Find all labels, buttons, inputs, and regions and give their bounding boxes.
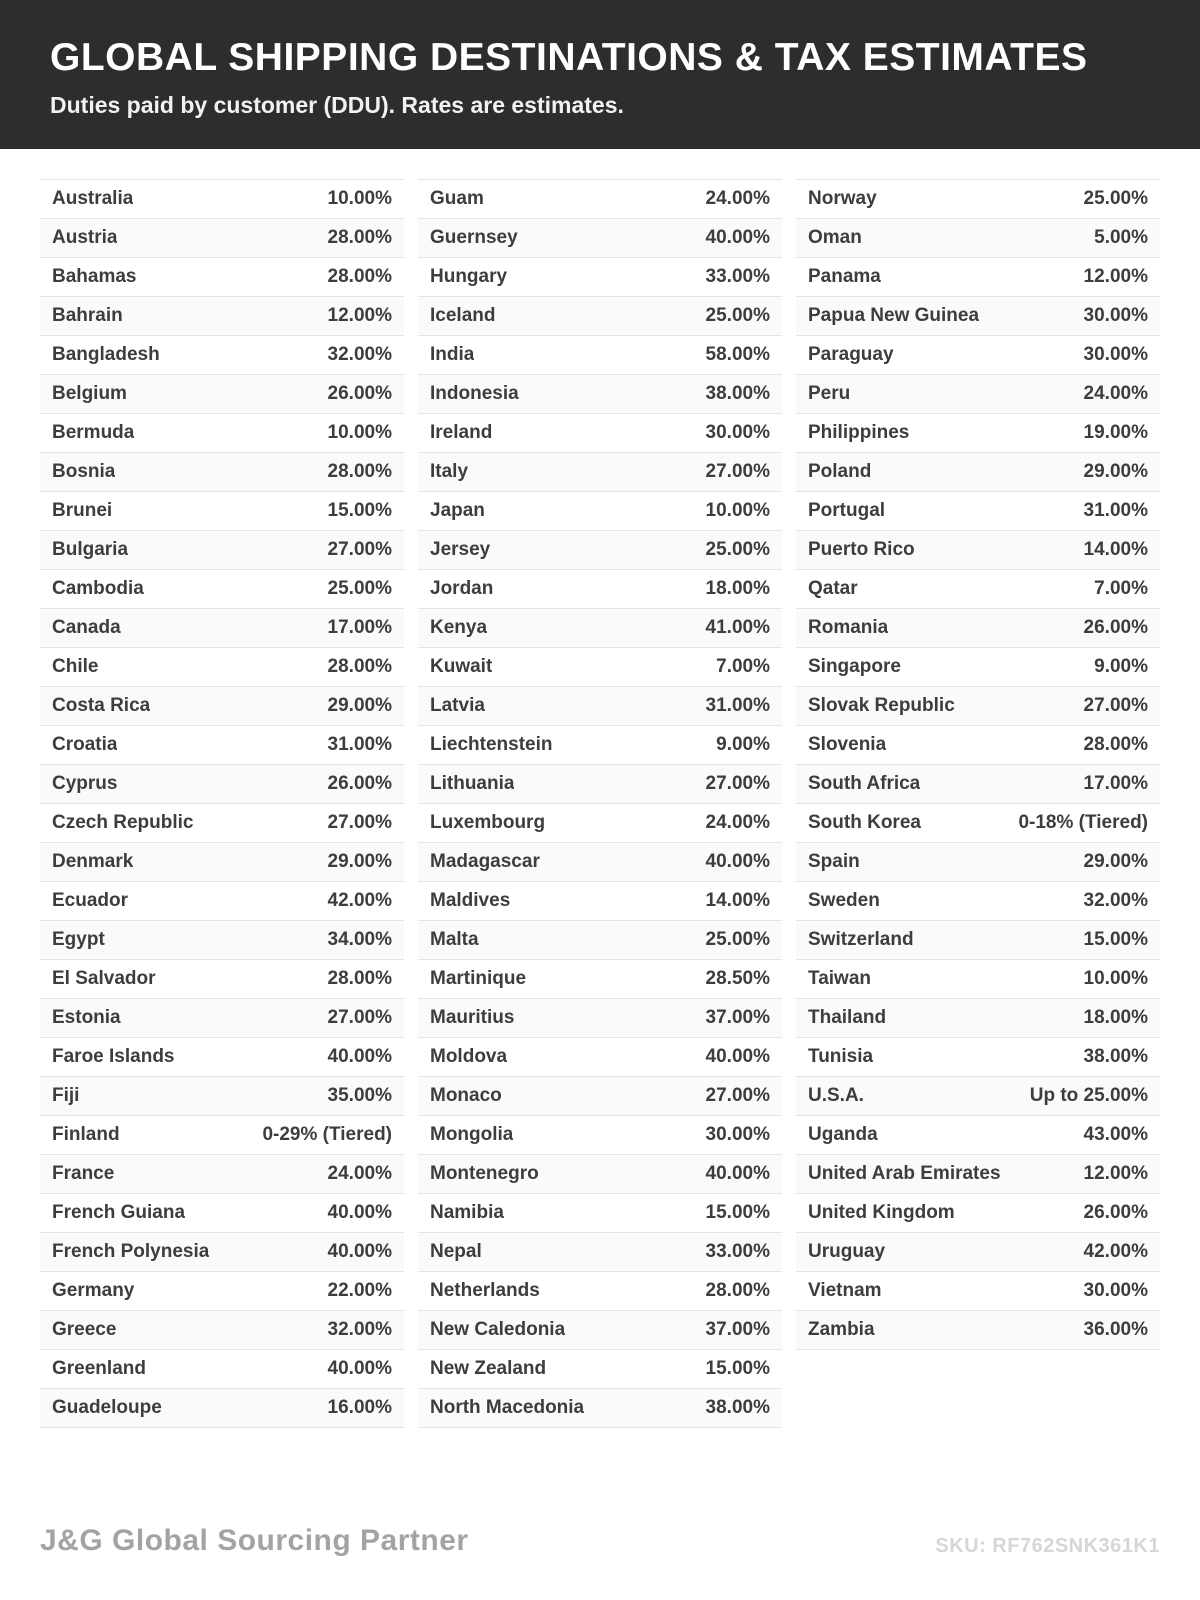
country-name: Latvia <box>430 695 485 716</box>
country-name: Uganda <box>808 1124 878 1145</box>
tax-rate: 7.00% <box>716 656 770 677</box>
country-name: Cyprus <box>52 773 118 794</box>
country-name: Hungary <box>430 266 508 287</box>
country-name: France <box>52 1163 115 1184</box>
table-row <box>418 1155 782 1194</box>
table-row <box>796 1116 1160 1155</box>
table-row <box>40 258 404 297</box>
country-name: Oman <box>808 227 862 248</box>
country-name: Cambodia <box>52 578 144 599</box>
table-row <box>418 804 782 843</box>
country-name: U.S.A. <box>808 1085 864 1106</box>
country-name: Philippines <box>808 422 910 443</box>
tax-rate: 25.00% <box>1083 188 1148 209</box>
table-row <box>418 1389 782 1428</box>
country-name: Italy <box>430 461 469 482</box>
table-row <box>418 1233 782 1272</box>
tax-rate: 32.00% <box>327 344 392 365</box>
tax-rate: 17.00% <box>1083 773 1148 794</box>
table-row <box>796 570 1160 609</box>
country-name: Portugal <box>808 500 886 521</box>
country-name: Bahrain <box>52 305 123 326</box>
table-row <box>40 843 404 882</box>
country-name: New Caledonia <box>430 1319 566 1340</box>
tax-rate: 27.00% <box>327 539 392 560</box>
tax-rate: 40.00% <box>327 1046 392 1067</box>
tax-rate: 12.00% <box>327 305 392 326</box>
country-name: Brunei <box>52 500 113 521</box>
table-row <box>796 609 1160 648</box>
tax-rate: 25.00% <box>705 305 770 326</box>
table-row <box>796 375 1160 414</box>
rate-column <box>418 179 782 1428</box>
country-name: United Kingdom <box>808 1202 955 1223</box>
table-row <box>40 414 404 453</box>
tax-rate: 25.00% <box>705 929 770 950</box>
tax-rate: 28.00% <box>327 968 392 989</box>
table-row <box>40 297 404 336</box>
tax-rate: 33.00% <box>705 1241 770 1262</box>
tax-rate: 37.00% <box>705 1319 770 1340</box>
country-name: Guadeloupe <box>52 1397 162 1418</box>
tax-rate: 32.00% <box>1083 890 1148 911</box>
country-name: Greece <box>52 1319 117 1340</box>
country-name: Panama <box>808 266 881 287</box>
country-name: Nepal <box>430 1241 482 1262</box>
country-name: Romania <box>808 617 889 638</box>
tax-rate: 9.00% <box>716 734 770 755</box>
country-name: Montenegro <box>430 1163 539 1184</box>
table-row <box>40 999 404 1038</box>
tax-rate: 28.00% <box>327 227 392 248</box>
table-row <box>418 648 782 687</box>
table-row <box>418 1350 782 1389</box>
tax-rate: 29.00% <box>327 851 392 872</box>
table-row <box>418 336 782 375</box>
table-row <box>418 882 782 921</box>
tax-rate: 10.00% <box>327 188 392 209</box>
tax-rate: 40.00% <box>705 851 770 872</box>
country-name: Canada <box>52 617 121 638</box>
table-row <box>796 1155 1160 1194</box>
country-name: Denmark <box>52 851 134 872</box>
tax-rate: 15.00% <box>705 1358 770 1379</box>
table-row <box>796 453 1160 492</box>
table-row <box>418 297 782 336</box>
country-name: Guernsey <box>430 227 518 248</box>
table-row <box>40 804 404 843</box>
table-row <box>40 219 404 258</box>
country-name: Bosnia <box>52 461 116 482</box>
table-row <box>418 219 782 258</box>
table-row <box>418 492 782 531</box>
tax-rate: 41.00% <box>705 617 770 638</box>
table-row <box>796 999 1160 1038</box>
table-row <box>40 1389 404 1428</box>
tax-rate: 29.00% <box>327 695 392 716</box>
rates-table <box>0 149 1200 1428</box>
tax-rate: 40.00% <box>327 1241 392 1262</box>
country-name: Luxembourg <box>430 812 546 833</box>
tax-rate: 40.00% <box>327 1202 392 1223</box>
country-name: Tunisia <box>808 1046 874 1067</box>
country-name: Czech Republic <box>52 812 194 833</box>
tax-rate: 7.00% <box>1094 578 1148 599</box>
tax-rate: 32.00% <box>327 1319 392 1340</box>
tax-rate: 25.00% <box>327 578 392 599</box>
table-row <box>40 726 404 765</box>
country-name: French Polynesia <box>52 1241 210 1262</box>
table-row <box>796 726 1160 765</box>
table-row <box>40 960 404 999</box>
tax-rate: 42.00% <box>1083 1241 1148 1262</box>
table-row <box>796 219 1160 258</box>
table-row <box>418 999 782 1038</box>
tax-rate: 0-18% (Tiered) <box>1018 812 1148 833</box>
tax-rate: 40.00% <box>327 1358 392 1379</box>
table-row <box>40 531 404 570</box>
country-name: El Salvador <box>52 968 156 989</box>
table-row <box>40 492 404 531</box>
tax-rate: 28.00% <box>327 461 392 482</box>
table-row <box>796 1194 1160 1233</box>
country-name: Mauritius <box>430 1007 515 1028</box>
country-name: Poland <box>808 461 872 482</box>
country-name: Switzerland <box>808 929 914 950</box>
table-row <box>40 180 404 219</box>
table-row <box>418 453 782 492</box>
tax-rate: 14.00% <box>1083 539 1148 560</box>
table-row <box>40 1272 404 1311</box>
tax-rate: 27.00% <box>327 812 392 833</box>
tax-rate: 31.00% <box>1083 500 1148 521</box>
country-name: Martinique <box>430 968 527 989</box>
tax-rate: 27.00% <box>705 1085 770 1106</box>
tax-rate: 34.00% <box>327 929 392 950</box>
table-row <box>40 453 404 492</box>
country-name: North Macedonia <box>430 1397 585 1418</box>
country-name: Taiwan <box>808 968 871 989</box>
country-name: Vietnam <box>808 1280 882 1301</box>
country-name: Madagascar <box>430 851 540 872</box>
country-name: Norway <box>808 188 877 209</box>
country-name: Australia <box>52 188 134 209</box>
table-row <box>40 1350 404 1389</box>
table-row <box>40 1155 404 1194</box>
table-row <box>418 765 782 804</box>
tax-rate: 26.00% <box>1083 1202 1148 1223</box>
country-name: Guam <box>430 188 484 209</box>
country-name: South Africa <box>808 773 921 794</box>
country-name: Fiji <box>52 1085 80 1106</box>
country-name: Singapore <box>808 656 901 677</box>
table-row <box>418 414 782 453</box>
table-row <box>796 336 1160 375</box>
table-row <box>40 1233 404 1272</box>
country-name: Estonia <box>52 1007 121 1028</box>
country-name: Germany <box>52 1280 135 1301</box>
page-subtitle: Duties paid by customer (DDU). Rates are estimates. <box>50 92 624 118</box>
table-row <box>418 375 782 414</box>
table-row <box>418 180 782 219</box>
tax-rate: 27.00% <box>327 1007 392 1028</box>
table-row <box>418 726 782 765</box>
country-name: Sweden <box>808 890 880 911</box>
table-row <box>40 1194 404 1233</box>
tax-rate: 15.00% <box>1083 929 1148 950</box>
tax-rate: 33.00% <box>705 266 770 287</box>
country-name: Mongolia <box>430 1124 514 1145</box>
tax-rate: 31.00% <box>705 695 770 716</box>
sku-label: SKU: RF762SNK361K1 <box>935 1535 1160 1557</box>
country-name: Kuwait <box>430 656 493 677</box>
tax-rate: 24.00% <box>705 188 770 209</box>
table-row <box>418 531 782 570</box>
table-row <box>796 1077 1160 1116</box>
rate-column <box>40 179 404 1428</box>
tax-rate: 43.00% <box>1083 1124 1148 1145</box>
country-name: Zambia <box>808 1319 875 1340</box>
country-name: South Korea <box>808 812 921 833</box>
table-row <box>796 648 1160 687</box>
country-name: Netherlands <box>430 1280 540 1301</box>
country-name: Jersey <box>430 539 491 560</box>
table-row <box>418 960 782 999</box>
tax-rate: 40.00% <box>705 227 770 248</box>
tax-rate: 9.00% <box>1094 656 1148 677</box>
tax-rate: 28.00% <box>327 266 392 287</box>
tax-rate: 0-29% (Tiered) <box>262 1124 392 1145</box>
tax-rate: 19.00% <box>1083 422 1148 443</box>
tax-rate: 22.00% <box>327 1280 392 1301</box>
table-row <box>418 570 782 609</box>
tax-rate: 16.00% <box>327 1397 392 1418</box>
table-row <box>796 687 1160 726</box>
country-name: French Guiana <box>52 1202 186 1223</box>
table-row <box>40 765 404 804</box>
tax-rate: 10.00% <box>705 500 770 521</box>
table-row <box>40 570 404 609</box>
country-name: New Zealand <box>430 1358 547 1379</box>
brand-name: J&G Global Sourcing Partner <box>40 1524 469 1557</box>
tax-rate: 29.00% <box>1083 851 1148 872</box>
table-row <box>796 531 1160 570</box>
tax-rate: Up to 25.00% <box>1029 1085 1148 1106</box>
tax-rate: 40.00% <box>705 1046 770 1067</box>
table-row <box>796 804 1160 843</box>
table-row <box>40 648 404 687</box>
table-row <box>796 492 1160 531</box>
tax-rate: 5.00% <box>1094 227 1148 248</box>
tax-rate: 28.00% <box>1083 734 1148 755</box>
table-row <box>796 1311 1160 1350</box>
tax-rate: 10.00% <box>327 422 392 443</box>
tax-rate: 27.00% <box>705 773 770 794</box>
country-name: Egypt <box>52 929 105 950</box>
country-name: Costa Rica <box>52 695 151 716</box>
table-row <box>40 921 404 960</box>
country-name: India <box>430 344 475 365</box>
tax-rate: 28.00% <box>327 656 392 677</box>
country-name: Uruguay <box>808 1241 886 1262</box>
tax-rate: 30.00% <box>1083 1280 1148 1301</box>
country-name: Paraguay <box>808 344 894 365</box>
table-row <box>796 960 1160 999</box>
table-row <box>40 375 404 414</box>
tax-rate: 10.00% <box>1083 968 1148 989</box>
country-name: Austria <box>52 227 118 248</box>
country-name: Bangladesh <box>52 344 160 365</box>
country-name: Ireland <box>430 422 493 443</box>
table-row <box>40 1311 404 1350</box>
tax-rate: 18.00% <box>705 578 770 599</box>
country-name: Maldives <box>430 890 511 911</box>
country-name: Namibia <box>430 1202 504 1223</box>
table-row <box>796 765 1160 804</box>
table-row <box>796 1272 1160 1311</box>
table-row <box>418 921 782 960</box>
tax-rate: 38.00% <box>705 383 770 404</box>
tax-rate: 18.00% <box>1083 1007 1148 1028</box>
table-row <box>418 1116 782 1155</box>
tax-rate: 27.00% <box>705 461 770 482</box>
country-name: Bahamas <box>52 266 137 287</box>
tax-rate: 40.00% <box>705 1163 770 1184</box>
table-row <box>418 843 782 882</box>
country-name: Greenland <box>52 1358 146 1379</box>
country-name: Ecuador <box>52 890 129 911</box>
tax-rate: 35.00% <box>327 1085 392 1106</box>
country-name: Bermuda <box>52 422 135 443</box>
table-row <box>418 1038 782 1077</box>
tax-rate: 31.00% <box>327 734 392 755</box>
tax-rate: 12.00% <box>1083 1163 1148 1184</box>
table-row <box>418 258 782 297</box>
country-name: United Arab Emirates <box>808 1163 1001 1184</box>
country-name: Malta <box>430 929 479 950</box>
table-row <box>796 1038 1160 1077</box>
country-name: Liechtenstein <box>430 734 553 755</box>
table-row <box>796 1233 1160 1272</box>
country-name: Jordan <box>430 578 494 599</box>
page-footer <box>0 1524 1200 1558</box>
tax-rate: 30.00% <box>1083 344 1148 365</box>
tax-rate: 38.00% <box>1083 1046 1148 1067</box>
tax-rate: 30.00% <box>705 1124 770 1145</box>
tax-rate: 26.00% <box>327 773 392 794</box>
table-row <box>796 258 1160 297</box>
tax-rate: 24.00% <box>705 812 770 833</box>
rate-column <box>796 179 1160 1350</box>
tax-rate: 27.00% <box>1083 695 1148 716</box>
table-row <box>418 1077 782 1116</box>
tax-rate: 15.00% <box>705 1202 770 1223</box>
tax-rate: 15.00% <box>327 500 392 521</box>
table-row <box>418 1194 782 1233</box>
country-name: Croatia <box>52 734 118 755</box>
page-title: GLOBAL SHIPPING DESTINATIONS & TAX ESTIMATES <box>50 36 1088 79</box>
country-name: Peru <box>808 383 851 404</box>
table-row <box>418 1272 782 1311</box>
tax-rate: 28.50% <box>705 968 770 989</box>
tax-rate: 58.00% <box>705 344 770 365</box>
tax-rate: 37.00% <box>705 1007 770 1028</box>
table-row <box>418 687 782 726</box>
country-name: Belgium <box>52 383 127 404</box>
table-row <box>418 1311 782 1350</box>
table-row <box>796 882 1160 921</box>
table-row <box>40 882 404 921</box>
table-row <box>40 609 404 648</box>
country-name: Indonesia <box>430 383 519 404</box>
tax-rate: 36.00% <box>1083 1319 1148 1340</box>
country-name: Finland <box>52 1124 120 1145</box>
country-name: Qatar <box>808 578 858 599</box>
country-name: Japan <box>430 500 485 521</box>
tax-rate: 30.00% <box>1083 305 1148 326</box>
country-name: Monaco <box>430 1085 502 1106</box>
country-name: Chile <box>52 656 99 677</box>
country-name: Slovenia <box>808 734 887 755</box>
country-name: Spain <box>808 851 860 872</box>
table-row <box>796 414 1160 453</box>
country-name: Faroe Islands <box>52 1046 175 1067</box>
country-name: Thailand <box>808 1007 887 1028</box>
table-row <box>796 921 1160 960</box>
table-row <box>796 297 1160 336</box>
tax-rate: 26.00% <box>327 383 392 404</box>
country-name: Papua New Guinea <box>808 305 980 326</box>
table-row <box>796 843 1160 882</box>
tax-rate: 30.00% <box>705 422 770 443</box>
table-row <box>40 1116 404 1155</box>
country-name: Slovak Republic <box>808 695 955 716</box>
tax-rate: 26.00% <box>1083 617 1148 638</box>
tax-rate: 24.00% <box>1083 383 1148 404</box>
country-name: Kenya <box>430 617 488 638</box>
tax-rate: 24.00% <box>327 1163 392 1184</box>
country-name: Iceland <box>430 305 496 326</box>
tax-rate: 14.00% <box>705 890 770 911</box>
table-row <box>40 1038 404 1077</box>
country-name: Bulgaria <box>52 539 129 560</box>
tax-rate: 17.00% <box>327 617 392 638</box>
table-row <box>40 1077 404 1116</box>
country-name: Moldova <box>430 1046 508 1067</box>
tax-rate: 42.00% <box>327 890 392 911</box>
tax-rate: 29.00% <box>1083 461 1148 482</box>
country-name: Puerto Rico <box>808 539 915 560</box>
country-name: Lithuania <box>430 773 515 794</box>
page-header <box>0 0 1200 149</box>
tax-rate: 25.00% <box>705 539 770 560</box>
tax-rate: 28.00% <box>705 1280 770 1301</box>
tax-rate: 12.00% <box>1083 266 1148 287</box>
table-row <box>40 687 404 726</box>
table-row <box>418 609 782 648</box>
table-row <box>40 336 404 375</box>
tax-rate: 38.00% <box>705 1397 770 1418</box>
table-row <box>796 180 1160 219</box>
